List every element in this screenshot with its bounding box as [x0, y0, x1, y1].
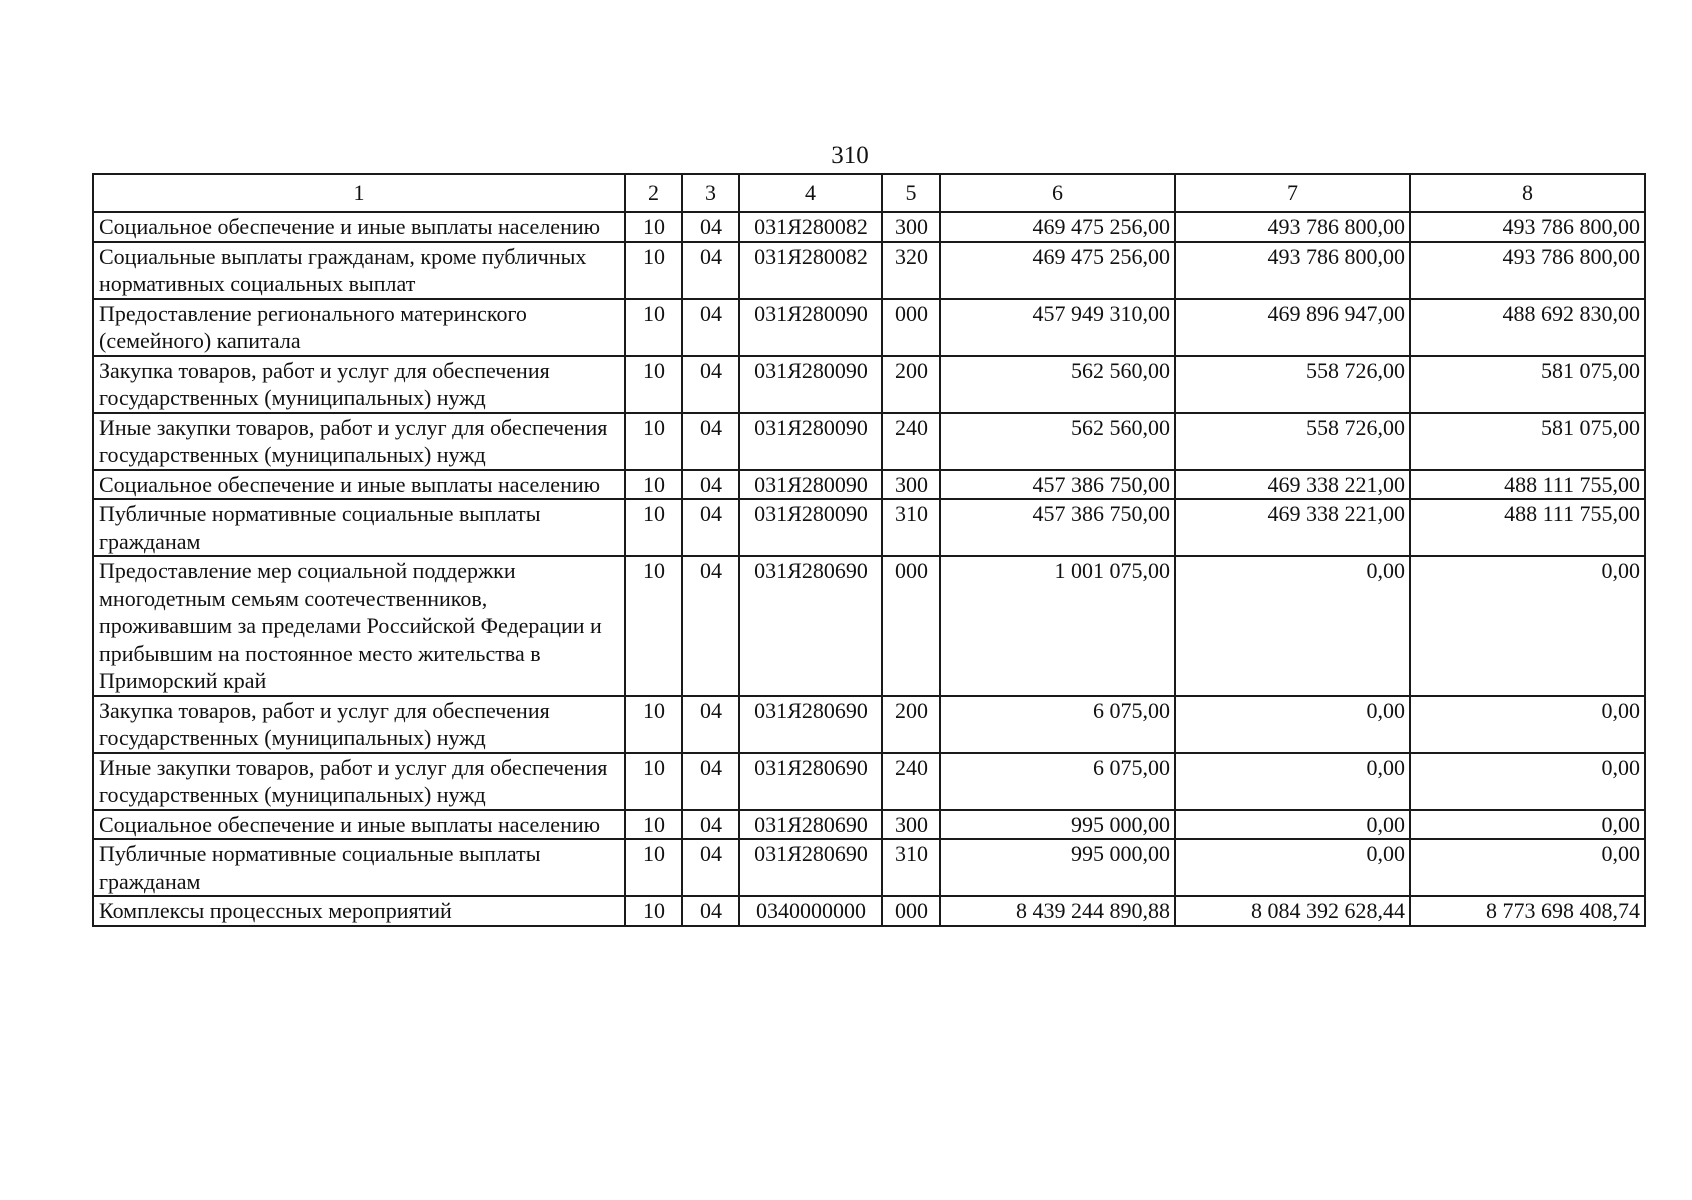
expense-type-cell: 000 — [882, 299, 940, 356]
header-cell: 6 — [940, 174, 1175, 212]
section-cell: 10 — [625, 470, 682, 500]
section-cell: 10 — [625, 753, 682, 810]
amount-col7-cell: 0,00 — [1175, 556, 1410, 696]
row-name-cell: Публичные нормативные социальные выплаты гражданам — [93, 839, 625, 896]
table-row — [93, 556, 1645, 696]
target-article-cell: 031Я280090 — [739, 413, 882, 470]
amount-col7-cell: 0,00 — [1175, 753, 1410, 810]
row-name-cell: Социальное обеспечение и иные выплаты населению — [93, 212, 625, 242]
budget-table — [92, 173, 1646, 927]
amount-col6-cell: 469 475 256,00 — [940, 242, 1175, 299]
amount-col6-cell: 457 949 310,00 — [940, 299, 1175, 356]
amount-col7-cell: 558 726,00 — [1175, 356, 1410, 413]
amount-col8-cell: 8 773 698 408,74 — [1410, 896, 1645, 926]
amount-col6-cell: 6 075,00 — [940, 753, 1175, 810]
amount-col6-cell: 562 560,00 — [940, 413, 1175, 470]
subsection-cell: 04 — [682, 356, 739, 413]
subsection-cell: 04 — [682, 242, 739, 299]
subsection-cell: 04 — [682, 839, 739, 896]
table-row — [93, 212, 1645, 242]
table-row — [93, 242, 1645, 299]
subsection-cell: 04 — [682, 556, 739, 696]
amount-col8-cell: 493 786 800,00 — [1410, 242, 1645, 299]
header-row — [93, 174, 1645, 212]
target-article-cell: 031Я280082 — [739, 242, 882, 299]
row-name-cell: Иные закупки товаров, работ и услуг для обеспечения государственных (муниципальных) нужд — [93, 753, 625, 810]
expense-type-cell: 310 — [882, 839, 940, 896]
table-row — [93, 839, 1645, 896]
target-article-cell: 031Я280690 — [739, 810, 882, 840]
expense-type-cell: 240 — [882, 413, 940, 470]
amount-col8-cell: 488 692 830,00 — [1410, 299, 1645, 356]
amount-col6-cell: 8 439 244 890,88 — [940, 896, 1175, 926]
header-cell: 3 — [682, 174, 739, 212]
row-name-cell: Предоставление мер социальной поддержки многодетным семьям соотечественников, проживавшим за пределами Российской Федерации и прибывшим на постоянное место жительства в Приморский край — [93, 556, 625, 696]
amount-col8-cell: 581 075,00 — [1410, 413, 1645, 470]
expense-type-cell: 000 — [882, 896, 940, 926]
section-cell: 10 — [625, 896, 682, 926]
row-name-cell: Закупка товаров, работ и услуг для обеспечения государственных (муниципальных) нужд — [93, 696, 625, 753]
subsection-cell: 04 — [682, 299, 739, 356]
amount-col7-cell: 469 338 221,00 — [1175, 470, 1410, 500]
table-row — [93, 499, 1645, 556]
amount-col6-cell: 562 560,00 — [940, 356, 1175, 413]
amount-col7-cell: 8 084 392 628,44 — [1175, 896, 1410, 926]
amount-col7-cell: 493 786 800,00 — [1175, 212, 1410, 242]
row-name-cell: Социальное обеспечение и иные выплаты населению — [93, 470, 625, 500]
amount-col7-cell: 0,00 — [1175, 810, 1410, 840]
row-name-cell: Социальное обеспечение и иные выплаты населению — [93, 810, 625, 840]
target-article-cell: 0340000000 — [739, 896, 882, 926]
expense-type-cell: 200 — [882, 356, 940, 413]
expense-type-cell: 240 — [882, 753, 940, 810]
expense-type-cell: 310 — [882, 499, 940, 556]
section-cell: 10 — [625, 242, 682, 299]
amount-col6-cell: 995 000,00 — [940, 810, 1175, 840]
expense-type-cell: 300 — [882, 810, 940, 840]
amount-col7-cell: 0,00 — [1175, 839, 1410, 896]
table-row — [93, 753, 1645, 810]
expense-type-cell: 320 — [882, 242, 940, 299]
table-row — [93, 413, 1645, 470]
page-number: 310 — [831, 142, 869, 169]
header-cell: 5 — [882, 174, 940, 212]
amount-col6-cell: 457 386 750,00 — [940, 499, 1175, 556]
table-row — [93, 299, 1645, 356]
table-row — [93, 356, 1645, 413]
subsection-cell: 04 — [682, 896, 739, 926]
row-name-cell: Закупка товаров, работ и услуг для обеспечения государственных (муниципальных) нужд — [93, 356, 625, 413]
section-cell: 10 — [625, 839, 682, 896]
row-name-cell: Иные закупки товаров, работ и услуг для обеспечения государственных (муниципальных) нужд — [93, 413, 625, 470]
target-article-cell: 031Я280690 — [739, 696, 882, 753]
subsection-cell: 04 — [682, 413, 739, 470]
amount-col7-cell: 493 786 800,00 — [1175, 242, 1410, 299]
header-cell: 4 — [739, 174, 882, 212]
amount-col8-cell: 488 111 755,00 — [1410, 499, 1645, 556]
amount-col8-cell: 493 786 800,00 — [1410, 212, 1645, 242]
amount-col6-cell: 1 001 075,00 — [940, 556, 1175, 696]
amount-col6-cell: 6 075,00 — [940, 696, 1175, 753]
header-cell: 2 — [625, 174, 682, 212]
target-article-cell: 031Я280090 — [739, 299, 882, 356]
section-cell: 10 — [625, 556, 682, 696]
table-row — [93, 810, 1645, 840]
amount-col7-cell: 558 726,00 — [1175, 413, 1410, 470]
amount-col8-cell: 0,00 — [1410, 810, 1645, 840]
subsection-cell: 04 — [682, 499, 739, 556]
amount-col7-cell: 0,00 — [1175, 696, 1410, 753]
subsection-cell: 04 — [682, 810, 739, 840]
section-cell: 10 — [625, 212, 682, 242]
target-article-cell: 031Я280090 — [739, 499, 882, 556]
expense-type-cell: 300 — [882, 212, 940, 242]
subsection-cell: 04 — [682, 696, 739, 753]
row-name-cell: Комплексы процессных мероприятий — [93, 896, 625, 926]
expense-type-cell: 200 — [882, 696, 940, 753]
expense-type-cell: 000 — [882, 556, 940, 696]
row-name-cell: Предоставление регионального материнского (семейного) капитала — [93, 299, 625, 356]
amount-col8-cell: 581 075,00 — [1410, 356, 1645, 413]
row-name-cell: Социальные выплаты гражданам, кроме публичных нормативных социальных выплат — [93, 242, 625, 299]
section-cell: 10 — [625, 810, 682, 840]
table-row — [93, 470, 1645, 500]
subsection-cell: 04 — [682, 212, 739, 242]
target-article-cell: 031Я280090 — [739, 356, 882, 413]
amount-col8-cell: 0,00 — [1410, 839, 1645, 896]
amount-col7-cell: 469 338 221,00 — [1175, 499, 1410, 556]
amount-col8-cell: 0,00 — [1410, 556, 1645, 696]
target-article-cell: 031Я280690 — [739, 839, 882, 896]
header-cell: 8 — [1410, 174, 1645, 212]
section-cell: 10 — [625, 356, 682, 413]
subsection-cell: 04 — [682, 753, 739, 810]
header-cell: 1 — [93, 174, 625, 212]
amount-col8-cell: 0,00 — [1410, 753, 1645, 810]
amount-col8-cell: 488 111 755,00 — [1410, 470, 1645, 500]
amount-col6-cell: 995 000,00 — [940, 839, 1175, 896]
row-name-cell: Публичные нормативные социальные выплаты гражданам — [93, 499, 625, 556]
target-article-cell: 031Я280690 — [739, 556, 882, 696]
target-article-cell: 031Я280090 — [739, 470, 882, 500]
amount-col8-cell: 0,00 — [1410, 696, 1645, 753]
table-row — [93, 896, 1645, 926]
amount-col7-cell: 469 896 947,00 — [1175, 299, 1410, 356]
section-cell: 10 — [625, 299, 682, 356]
section-cell: 10 — [625, 696, 682, 753]
section-cell: 10 — [625, 499, 682, 556]
target-article-cell: 031Я280082 — [739, 212, 882, 242]
amount-col6-cell: 457 386 750,00 — [940, 470, 1175, 500]
subsection-cell: 04 — [682, 470, 739, 500]
target-article-cell: 031Я280690 — [739, 753, 882, 810]
section-cell: 10 — [625, 413, 682, 470]
header-cell: 7 — [1175, 174, 1410, 212]
table-row — [93, 696, 1645, 753]
expense-type-cell: 300 — [882, 470, 940, 500]
amount-col6-cell: 469 475 256,00 — [940, 212, 1175, 242]
